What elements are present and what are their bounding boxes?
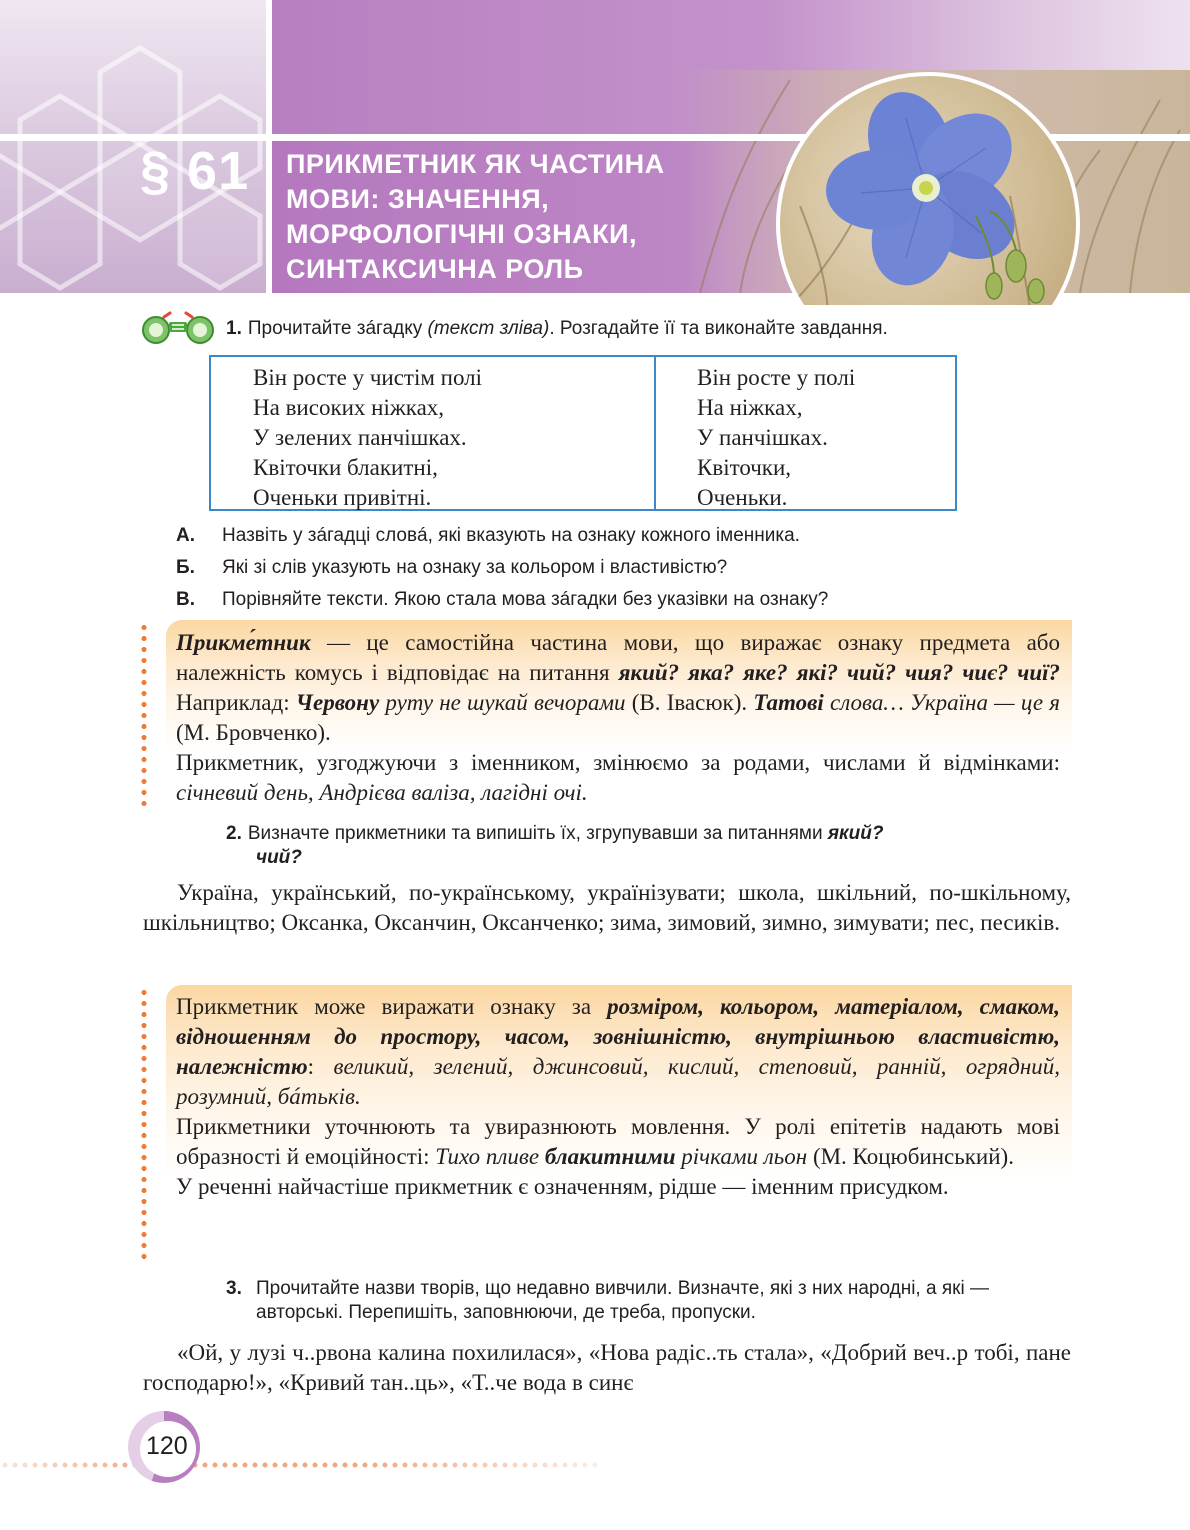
section-title-line: ПРИКМЕТНИК ЯК ЧАСТИНА bbox=[286, 149, 665, 179]
task-text-italic: (текст зліва) bbox=[427, 318, 550, 339]
example-text: Тихо пливе bbox=[435, 1144, 545, 1169]
riddle-line: У зелених панчішках. bbox=[253, 425, 467, 450]
exercise-number: 2. bbox=[226, 823, 242, 844]
example-word: Татові bbox=[753, 690, 824, 715]
riddle-line: Він росте у полі bbox=[697, 365, 856, 390]
riddle-line: Квіточки блакитні, bbox=[253, 455, 438, 480]
example-word: блакитними bbox=[544, 1144, 676, 1169]
riddle-left-column bbox=[253, 363, 482, 513]
footer-dots bbox=[0, 1461, 600, 1469]
rule-dots-2 bbox=[140, 987, 148, 1259]
rule-text-2 bbox=[176, 992, 1060, 1202]
riddle-line: На ніжках, bbox=[697, 395, 803, 420]
question-label: В. bbox=[176, 589, 195, 610]
exercise-body: Україна, український, по-українському, українізувати; школа, шкільний, по-шкільному, шкільництво; Оксанка, Оксанчин, Оксанченко; зима, зимовий, зимно, зимувати; пес, песиків. bbox=[143, 880, 1071, 935]
task-text: Визначте прикметники та випишіть їх, згрупувавши за питаннями bbox=[247, 823, 828, 844]
question-label: А. bbox=[176, 525, 195, 546]
section-title-line: СИНТАКСИЧНА РОЛЬ bbox=[286, 254, 584, 284]
section-number: § 61 bbox=[140, 141, 250, 201]
rule-text: — це самостійна частина мови, що виражає ознаку предмета або належність комусь і відповідає на питання bbox=[176, 630, 1060, 685]
example-text: великий, зелений, джинсовий, кислий, степовий, ранній, огрядний, розумний, бáтьків. bbox=[176, 1054, 1060, 1109]
example-text: січневий день, Андрієва валіза, лагідні очі. bbox=[176, 780, 588, 805]
example-author: (М. Бровченко). bbox=[176, 720, 331, 745]
example-text: слова… Україна — це я bbox=[823, 690, 1060, 715]
task-text: . Розгадайте її та виконайте завдання. bbox=[549, 318, 888, 339]
paired-work-icon bbox=[140, 311, 216, 345]
rule-text: Прикметники уточнюють та увиразнюють мовлення. У ролі епітетів надають мові образності й емоційності: bbox=[176, 1114, 1060, 1169]
header-divider-vertical bbox=[266, 0, 272, 293]
exercise-body: «Ой, у лузі ч..рвона калина похилилася», «Нова радіс..ть стала», «Добрий веч..р тобі, пане господарю!», «Кривий тан..ць», «Т..че вода в синє bbox=[143, 1340, 1071, 1395]
exercise-2-task bbox=[226, 822, 1046, 870]
section-title bbox=[286, 147, 706, 287]
rule-questions: який? яка? яке? які? чий? чия? чиє? чиї? bbox=[618, 660, 1060, 685]
section-title-line: МОВИ: ЗНАЧЕННЯ, bbox=[286, 184, 550, 214]
example-word: Червону bbox=[295, 690, 380, 715]
exercise-2-text bbox=[143, 878, 1071, 938]
exercise-1-task bbox=[226, 317, 888, 341]
example-author: (В. Івасюк). bbox=[625, 690, 754, 715]
task-question: який? bbox=[827, 823, 884, 844]
rule-text-1 bbox=[176, 628, 1060, 808]
task-question: чий? bbox=[256, 847, 302, 868]
rule-text: Прикметник, узгоджуючи з іменником, змінюємо за родами, числами й відмінками: bbox=[176, 750, 1060, 775]
riddle-line: Він росте у чистім полі bbox=[253, 365, 483, 390]
exercise-3-task bbox=[226, 1277, 1026, 1325]
riddle-line: На високих ніжках, bbox=[253, 395, 445, 420]
example-text: річками льон bbox=[675, 1144, 808, 1169]
section-title-line: МОРФОЛОГІЧНІ ОЗНАКИ, bbox=[286, 219, 638, 249]
exercise-number: 1. bbox=[226, 318, 242, 339]
exercise-number: 3. bbox=[226, 1278, 242, 1299]
rule-categories: розміром, кольором, матеріалом, смаком, відношенням до простору, часом, зовнішністю, внутрішньою властивістю, належністю bbox=[176, 994, 1060, 1079]
task-text: Прочитайте назви творів, що недавно вивчили. Визначте, які з них народні, а які — авторські. Перепишіть, заповнюючи, де треба, пропуски. bbox=[256, 1278, 989, 1323]
riddle-right-column bbox=[697, 363, 855, 513]
rule-term: Прикме́тник bbox=[176, 630, 311, 655]
example-text: руту не шукай вечорами bbox=[379, 690, 626, 715]
riddle-table bbox=[209, 355, 957, 511]
question-text: Назвіть у зáгадці словá, які вказують на ознаку кожного іменника. bbox=[222, 525, 800, 546]
rule-text: У реченні найчастіше прикметник є означенням, рідше — іменним присудком. bbox=[176, 1174, 949, 1199]
question-text: Порівняйте тексти. Якою стала мова зáгадки без указівки на ознаку? bbox=[222, 589, 829, 610]
task-text: Прочитайте зáгадку bbox=[247, 318, 423, 339]
table-divider bbox=[654, 357, 656, 509]
riddle-line: Оченьки привітні. bbox=[253, 485, 432, 510]
rule-text: Наприклад: bbox=[176, 690, 296, 715]
rule-text: Прикметник може виражати ознаку за bbox=[176, 994, 608, 1019]
riddle-line: У панчішках. bbox=[697, 425, 828, 450]
exercise-3-text bbox=[143, 1338, 1071, 1398]
example-author: (М. Коцюбинський). bbox=[807, 1144, 1014, 1169]
riddle-line: Квіточки, bbox=[697, 455, 792, 480]
rule-text: : bbox=[307, 1054, 334, 1079]
page-number: 120 bbox=[146, 1432, 188, 1460]
question-text: Які зі слів указують на ознаку за кольором і властивістю? bbox=[222, 557, 728, 578]
riddle-line: Оченьки. bbox=[697, 485, 788, 510]
rule-dots-1 bbox=[140, 622, 148, 808]
question-label: Б. bbox=[176, 557, 195, 578]
